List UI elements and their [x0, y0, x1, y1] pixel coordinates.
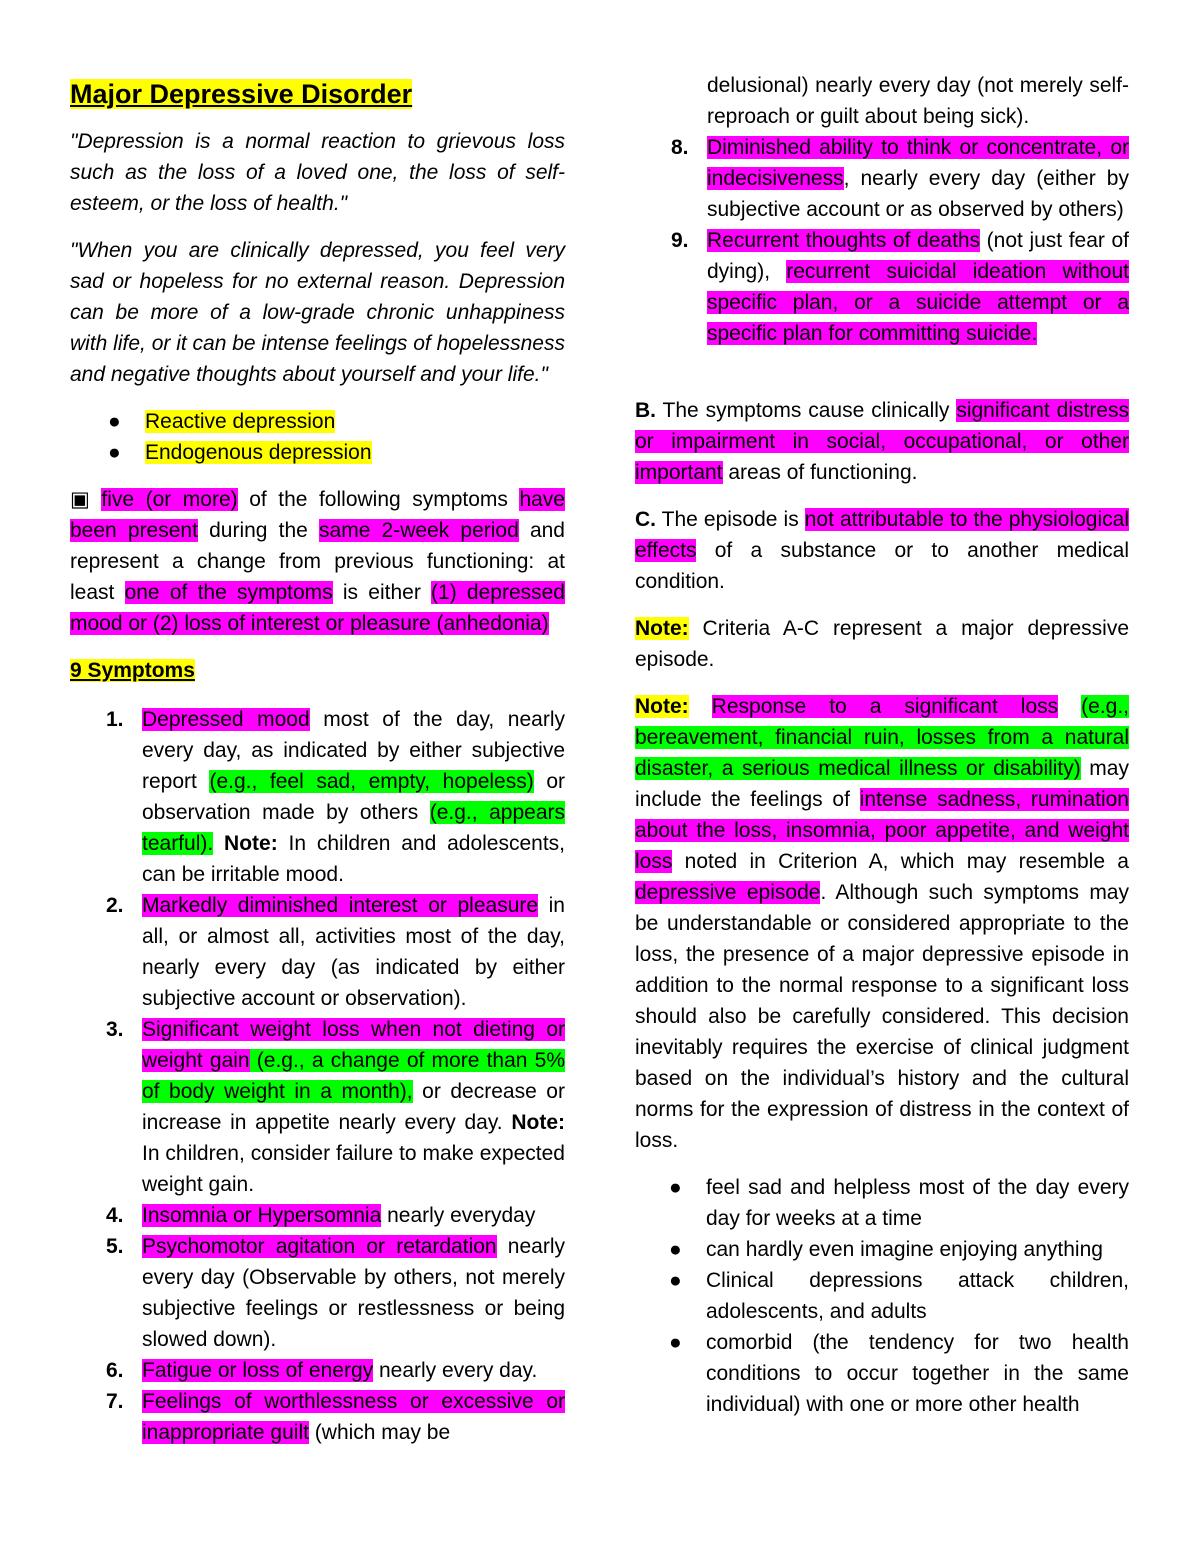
symptom-6: 6. Fatigue or loss of energy nearly every day. [106, 1359, 538, 1382]
list-item: ● Clinical depressions attack children, adolescents, and adults [635, 1265, 1129, 1327]
symptom-7-continued: delusional) nearly every day (not merely self-reproach or guilt about being sick). [707, 74, 1129, 128]
note-2: Note: Response to a significant loss (e.g., bereavement, financial ruin, losses from a natural disaster, a serious medical illness or disability) may include the feelings of intense sadness, rumination about the loss, insomnia, poor appetite, and weight loss noted in Criterion A, which may resemble a depressive episode. Although such symptoms may be understandable or considered appropriate to the loss, the presence of a major depressive episode in addition to the normal response to a significant loss should also be carefully considered. This decision inevitably requires the exercise of clinical judgment based on the individual’s history and the cultural norms for the expression of distress in the context of loss. [635, 695, 1129, 1152]
bullet-icon: ● [669, 1331, 682, 1354]
list-item: ● can hardly even imagine enjoying anything [635, 1234, 1129, 1265]
symptom-3: 3. Significant weight loss when not dieting or weight gain (e.g., a change of more than 5% of body weight in a month), or decrease or increase in appetite nearly every day. Note: In children, consider failure to make expected weight gain. [106, 1018, 565, 1196]
symptoms-list [70, 704, 565, 1448]
left-column [70, 76, 565, 1448]
list-item: ● Endogenous depression [70, 437, 565, 468]
bullet-icon: ● [669, 1176, 682, 1199]
bullet-icon: ● [108, 441, 121, 464]
bullet-icon: ● [669, 1269, 682, 1292]
bullet-icon: ● [108, 410, 121, 433]
symptom-7: 7. Feelings of worthlessness or excessive or inappropriate guilt (which may be [106, 1390, 565, 1444]
bullet-icon: ● [669, 1238, 682, 1261]
depression-types-list [70, 406, 565, 468]
list-item: ● feel sad and helpless most of the day every day for weeks at a time [635, 1172, 1129, 1234]
symptom-8: 8. Diminished ability to think or concentrate, or indecisiveness, nearly every day (either by subjective account or as observed by others) [671, 136, 1129, 221]
symptom-9: 9. Recurrent thoughts of deaths (not just fear of dying), recurrent suicidal ideation without specific plan, or a suicide attempt or a specific plan for committing suicide. [671, 229, 1129, 345]
symptoms-heading: 9 Symptoms [70, 659, 195, 682]
criterion-c: C. The episode is not attributable to the physiological effects of a substance or to another medical condition. [635, 508, 1129, 593]
quote-2: "When you are clinically depressed, you feel very sad or hopeless for no external reason. Depression can be more of a low-grade chronic unhappiness with life, or it can be intense feelings of hopelessness and negative thoughts about yourself and your life." [70, 239, 565, 386]
checkbox-icon: ▣ [70, 488, 90, 511]
symptoms-list-continued [635, 132, 1129, 349]
symptom-1: 1. Depressed mood most of the day, nearly every day, as indicated by either subjective report (e.g., feel sad, empty, hopeless) or observation made by others (e.g., appears tearful). Note: In children and adolescents, can be irritable mood. [106, 708, 566, 886]
criterion-a: ▣ five (or more) of the following symptoms have been present during the same 2-week period and represent a change from previous functioning: at least one of the symptoms is either (1) depressed mood or (2) loss of interest or pleasure (anhedonia) [70, 488, 565, 635]
page-title: Major Depressive Disorder [70, 79, 413, 109]
right-column [635, 70, 1129, 1420]
symptom-2: 2. Markedly diminished interest or pleasure in all, or almost all, activities most of the day, nearly every day (as indicated by either subjective account or observation). [106, 894, 565, 1010]
criterion-b: B. The symptoms cause clinically significant distress or impairment in social, occupational, or other important areas of functioning. [635, 399, 1129, 484]
note-1: Note: Criteria A-C represent a major depressive episode. [635, 617, 1129, 671]
symptom-5: 5. Psychomotor agitation or retardation nearly every day (Observable by others, not merely subjective feelings or restlessness or being slowed down). [106, 1235, 566, 1351]
depression-facts-list [635, 1172, 1129, 1420]
symptom-4: 4. Insomnia or Hypersomnia nearly everyday [106, 1204, 536, 1227]
list-item: ● Reactive depression [70, 406, 565, 437]
quote-1: "Depression is a normal reaction to grievous loss such as the loss of a loved one, the loss of self-esteem, or the loss of health." [70, 130, 565, 215]
list-item: ● comorbid (the tendency for two health conditions to occur together in the same individual) with one or more other health [635, 1327, 1129, 1420]
